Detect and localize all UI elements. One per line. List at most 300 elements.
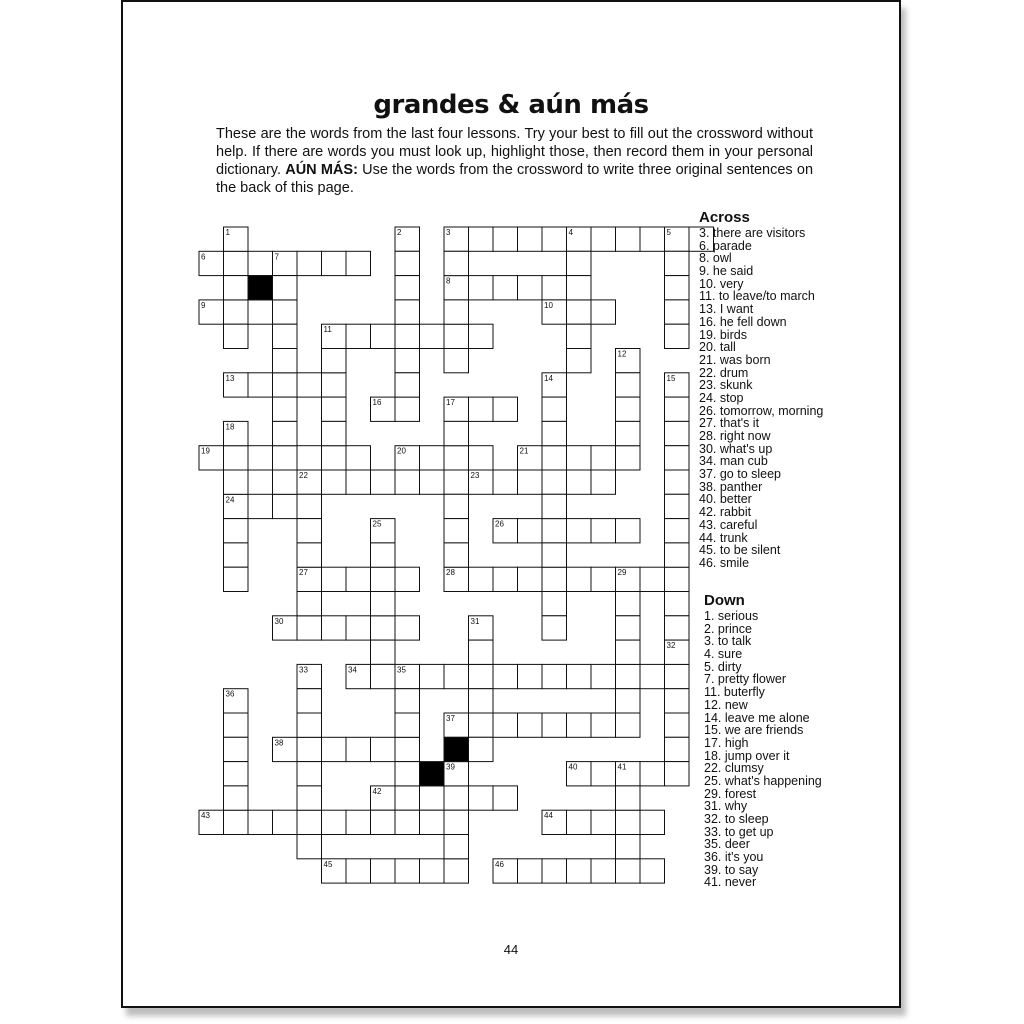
crossword-cell[interactable]	[346, 810, 371, 834]
crossword-cell[interactable]	[665, 737, 690, 761]
crossword-clue-number: 46	[495, 859, 504, 869]
crossword-cell[interactable]	[224, 737, 249, 761]
crossword-cell[interactable]	[395, 251, 420, 275]
crossword-cell[interactable]	[591, 300, 616, 324]
down-clue-list	[704, 610, 822, 889]
crossword-cell[interactable]	[444, 300, 469, 324]
crossword-cell[interactable]	[567, 324, 592, 348]
crossword-cell[interactable]	[542, 616, 567, 640]
crossword-cell[interactable]	[395, 786, 420, 810]
crossword-clue-number: 6	[201, 252, 206, 262]
crossword-cell[interactable]	[395, 324, 420, 348]
crossword-cell[interactable]	[444, 494, 469, 518]
crossword-cell[interactable]	[616, 616, 641, 640]
crossword-cell[interactable]	[224, 567, 249, 591]
across-clue: 23. skunk	[699, 378, 753, 393]
across-clue: 37. go to sleep	[699, 467, 782, 482]
crossword-clue-number: 41	[617, 762, 627, 772]
across-clue: 21. was born	[699, 352, 771, 367]
down-clue: 41. never	[704, 875, 757, 890]
crossword-cell[interactable]	[371, 470, 396, 494]
crossword-cell[interactable]	[273, 494, 298, 518]
crossword-cell[interactable]	[567, 446, 592, 470]
crossword-cell[interactable]	[665, 616, 690, 640]
crossword-cell[interactable]	[469, 689, 494, 713]
crossword-clue-number: 22	[299, 471, 308, 480]
crossword-cell[interactable]	[444, 470, 469, 494]
crossword-cell[interactable]	[444, 810, 469, 834]
crossword-cell[interactable]	[346, 251, 371, 275]
down-clue: 36. it's you	[704, 850, 764, 865]
down-clue: 15. we are friends	[704, 723, 804, 738]
crossword-cell[interactable]	[493, 664, 518, 688]
crossword-cell[interactable]	[371, 737, 396, 761]
crossword-cell[interactable]	[665, 324, 690, 348]
crossword-cell[interactable]	[665, 664, 690, 688]
down-clue: 2. prince	[704, 621, 752, 636]
crossword-cell[interactable]	[273, 810, 298, 834]
crossword-cell[interactable]	[297, 835, 322, 859]
crossword-clue-number: 33	[299, 665, 308, 675]
crossword-cell[interactable]	[518, 859, 543, 883]
crossword-cell[interactable]	[346, 324, 371, 348]
crossword-cell[interactable]	[420, 324, 445, 348]
crossword-cell[interactable]	[469, 640, 494, 664]
crossword-black-cell	[420, 762, 445, 786]
crossword-cell[interactable]	[395, 349, 420, 373]
crossword-cell[interactable]	[224, 713, 249, 737]
crossword-cell[interactable]	[371, 664, 396, 688]
crossword-black-cell	[444, 737, 469, 761]
crossword-cell[interactable]	[542, 859, 567, 883]
crossword-cell[interactable]	[469, 567, 494, 591]
crossword-cell[interactable]	[493, 786, 518, 810]
crossword-cell[interactable]	[273, 446, 298, 470]
crossword-clue-number: 38	[274, 738, 284, 748]
crossword-clue-number: 29	[617, 568, 627, 578]
crossword-cell[interactable]	[420, 664, 445, 688]
crossword-cell[interactable]	[224, 786, 249, 810]
crossword-cell[interactable]	[567, 519, 592, 543]
across-clue: 27. that's it	[699, 416, 760, 431]
crossword-cell[interactable]	[665, 713, 690, 737]
crossword-cell[interactable]	[567, 810, 592, 834]
crossword-cell[interactable]	[273, 397, 298, 421]
crossword-cell[interactable]	[297, 786, 322, 810]
crossword-cell[interactable]	[371, 616, 396, 640]
crossword-cell[interactable]	[591, 859, 616, 883]
crossword-cell[interactable]	[542, 543, 567, 567]
across-heading: Across	[699, 209, 750, 226]
crossword-clue-number: 45	[323, 859, 333, 869]
across-clue: 8. owl	[699, 251, 732, 266]
crossword-clue-number: 14	[544, 373, 553, 383]
crossword-cell[interactable]	[420, 810, 445, 834]
crossword-cell[interactable]	[371, 592, 396, 616]
crossword-cell[interactable]	[591, 713, 616, 737]
crossword-cell[interactable]	[665, 689, 690, 713]
crossword-cell[interactable]	[395, 859, 420, 883]
crossword-cell[interactable]	[297, 616, 322, 640]
crossword-cell[interactable]	[444, 446, 469, 470]
down-clue: 31. why	[704, 799, 748, 814]
crossword-cell[interactable]	[493, 397, 518, 421]
crossword-cell[interactable]	[395, 567, 420, 591]
crossword-cell[interactable]	[346, 470, 371, 494]
crossword-clue-number: 1	[225, 228, 230, 237]
across-clue: 26. tomorrow, morning	[699, 403, 824, 418]
crossword-cell[interactable]	[640, 859, 665, 883]
crossword-cell[interactable]	[224, 300, 249, 324]
across-clue: 10. very	[699, 276, 744, 291]
crossword-cell[interactable]	[297, 519, 322, 543]
down-clue: 1. serious	[704, 609, 759, 623]
crossword-cell[interactable]	[297, 713, 322, 737]
crossword-cell[interactable]	[469, 324, 494, 348]
crossword-cell[interactable]	[665, 762, 690, 786]
crossword-clue-number: 12	[617, 349, 627, 359]
crossword-cell[interactable]	[444, 251, 469, 275]
crossword-cell[interactable]	[395, 373, 420, 397]
crossword-cell[interactable]	[591, 567, 616, 591]
crossword-cell[interactable]	[322, 421, 347, 445]
instructions-text-2: Use the words from the crossword to write three original sentences on the back of this page.	[216, 162, 814, 196]
crossword-cell[interactable]	[371, 567, 396, 591]
crossword-clue-number: 43	[201, 811, 210, 821]
crossword-cell[interactable]	[444, 786, 469, 810]
crossword-cell[interactable]	[518, 664, 543, 688]
crossword-cell[interactable]	[395, 713, 420, 737]
crossword-cell[interactable]	[346, 446, 371, 470]
crossword-cell[interactable]	[567, 713, 592, 737]
crossword-cell[interactable]	[518, 567, 543, 591]
worksheet-page	[121, 0, 901, 1008]
crossword-cell[interactable]	[665, 446, 690, 470]
crossword-cell[interactable]	[616, 227, 641, 251]
crossword-clue-number: 15	[666, 373, 676, 383]
down-clue: 39. to say	[704, 862, 759, 877]
crossword-cell[interactable]	[297, 373, 322, 397]
crossword-cell[interactable]	[542, 664, 567, 688]
crossword-cell[interactable]	[297, 494, 322, 518]
crossword-cell[interactable]	[591, 519, 616, 543]
crossword-cell[interactable]	[665, 251, 690, 275]
crossword-cell[interactable]	[616, 397, 641, 421]
crossword-clue-number: 3	[446, 228, 451, 237]
crossword-cell[interactable]	[616, 592, 641, 616]
crossword-cell[interactable]	[518, 227, 543, 251]
crossword-cell[interactable]	[224, 519, 249, 543]
crossword-cell[interactable]	[224, 762, 249, 786]
crossword-cell[interactable]	[616, 786, 641, 810]
crossword-cell[interactable]	[395, 300, 420, 324]
crossword-cell[interactable]	[248, 494, 273, 518]
crossword-clue-number: 20	[397, 446, 406, 456]
crossword-cell[interactable]	[469, 227, 494, 251]
crossword-clue-number: 28	[446, 568, 455, 578]
across-clue: 20. tall	[699, 340, 736, 355]
crossword-cell[interactable]	[493, 567, 518, 591]
crossword-cell[interactable]	[616, 689, 641, 713]
crossword-cell[interactable]	[469, 276, 494, 300]
crossword-cell[interactable]	[616, 519, 641, 543]
crossword-cell[interactable]	[444, 543, 469, 567]
crossword-cell[interactable]	[567, 664, 592, 688]
across-clue: 22. drum	[699, 365, 749, 380]
crossword-cell[interactable]	[297, 543, 322, 567]
crossword-cell[interactable]	[591, 664, 616, 688]
crossword-cell[interactable]	[616, 859, 641, 883]
down-clue: 33. to get up	[704, 824, 774, 839]
crossword-cell[interactable]	[665, 494, 690, 518]
crossword-cell[interactable]	[444, 835, 469, 859]
crossword-cell[interactable]	[665, 519, 690, 543]
crossword-cell[interactable]	[542, 567, 567, 591]
crossword-cell[interactable]	[493, 713, 518, 737]
down-clue: 29. forest	[704, 786, 757, 801]
crossword-cell[interactable]	[665, 543, 690, 567]
crossword-clue-number: 19	[201, 446, 210, 456]
crossword-cell[interactable]	[616, 810, 641, 834]
crossword-cell[interactable]	[273, 421, 298, 445]
crossword-cell[interactable]	[542, 592, 567, 616]
crossword-cell[interactable]	[640, 762, 665, 786]
crossword-cell[interactable]	[273, 349, 298, 373]
crossword-cell[interactable]	[395, 689, 420, 713]
crossword-cell[interactable]	[322, 470, 347, 494]
crossword-cell[interactable]	[444, 349, 469, 373]
across-clue: 11. to leave/to march	[699, 289, 815, 304]
crossword-cell[interactable]	[297, 737, 322, 761]
crossword-cell[interactable]	[493, 470, 518, 494]
crossword-cell[interactable]	[322, 373, 347, 397]
crossword-cell[interactable]	[420, 446, 445, 470]
crossword-cell[interactable]	[322, 616, 347, 640]
down-heading: Down	[704, 592, 745, 609]
crossword-clue-number: 13	[225, 373, 235, 383]
across-clue: 16. he fell down	[699, 314, 787, 329]
crossword-cell[interactable]	[665, 421, 690, 445]
crossword-cell[interactable]	[542, 446, 567, 470]
crossword-cell[interactable]	[616, 373, 641, 397]
down-clue: 14. leave me alone	[704, 710, 810, 725]
crossword-cell[interactable]	[395, 616, 420, 640]
crossword-cell[interactable]	[640, 664, 665, 688]
crossword-cell[interactable]	[444, 324, 469, 348]
instructions-bold: AÚN MÁS:	[285, 162, 358, 178]
crossword-clue-number: 35	[397, 665, 406, 675]
across-clue: 9. he said	[699, 264, 754, 279]
crossword-cell[interactable]	[567, 567, 592, 591]
crossword-cell[interactable]	[346, 859, 371, 883]
crossword-cell[interactable]	[591, 470, 616, 494]
crossword-cell[interactable]	[567, 251, 592, 275]
crossword-cell[interactable]	[665, 592, 690, 616]
crossword-cell[interactable]	[518, 519, 543, 543]
crossword-cell[interactable]	[518, 713, 543, 737]
crossword-cell[interactable]	[420, 470, 445, 494]
crossword-cell[interactable]	[273, 276, 298, 300]
down-clue: 7. pretty flower	[704, 672, 786, 687]
across-clue: 40. better	[699, 492, 752, 507]
crossword-cell[interactable]	[248, 446, 273, 470]
crossword-cell[interactable]	[224, 251, 249, 275]
crossword-cell[interactable]	[273, 470, 298, 494]
across-clue: 46. smile	[699, 555, 750, 570]
crossword-cell[interactable]	[616, 446, 641, 470]
crossword-cell[interactable]	[616, 664, 641, 688]
crossword-cell[interactable]	[518, 470, 543, 494]
crossword-cell[interactable]	[542, 519, 567, 543]
crossword-cell[interactable]	[322, 737, 347, 761]
crossword-cell[interactable]	[518, 276, 543, 300]
crossword-cell[interactable]	[273, 373, 298, 397]
crossword-cell[interactable]	[591, 810, 616, 834]
crossword-cell[interactable]	[640, 567, 665, 591]
crossword-cell[interactable]	[248, 300, 273, 324]
crossword-cell[interactable]	[395, 762, 420, 786]
crossword-cell[interactable]	[395, 470, 420, 494]
crossword-cell[interactable]	[371, 859, 396, 883]
crossword-cell[interactable]	[493, 227, 518, 251]
crossword-cell[interactable]	[542, 276, 567, 300]
crossword-cell[interactable]	[469, 664, 494, 688]
crossword-cell[interactable]	[469, 737, 494, 761]
crossword-cell[interactable]	[542, 421, 567, 445]
crossword-cell[interactable]	[273, 324, 298, 348]
crossword-cell[interactable]	[444, 859, 469, 883]
crossword-cell[interactable]	[224, 470, 249, 494]
crossword-cell[interactable]	[567, 470, 592, 494]
instructions-text-1: These are the words from the last four lessons. Try your best to fill out the crossword without help. If there are words you must look up, highlight those, then record them in your personal dictionary.	[216, 126, 813, 178]
crossword-clue-number: 23	[470, 471, 480, 480]
crossword-cell[interactable]	[469, 786, 494, 810]
crossword-cell[interactable]	[420, 859, 445, 883]
crossword-cell[interactable]	[224, 446, 249, 470]
crossword-cell[interactable]	[346, 737, 371, 761]
crossword-cell[interactable]	[273, 300, 298, 324]
crossword-cell[interactable]	[591, 762, 616, 786]
crossword-clue-number: 40	[568, 762, 578, 772]
crossword-cell[interactable]	[395, 276, 420, 300]
crossword-clue-number: 17	[446, 398, 455, 408]
crossword-clue-number: 24	[225, 495, 235, 505]
crossword-cell[interactable]	[665, 300, 690, 324]
crossword-cell[interactable]	[371, 810, 396, 834]
across-clue: 42. rabbit	[699, 505, 752, 520]
crossword-cell[interactable]	[567, 349, 592, 373]
crossword-cell[interactable]	[469, 397, 494, 421]
crossword-cell[interactable]	[420, 786, 445, 810]
crossword-cell[interactable]	[616, 713, 641, 737]
crossword-cell[interactable]	[322, 397, 347, 421]
crossword-cell[interactable]	[297, 592, 322, 616]
crossword-black-cell	[248, 276, 273, 300]
crossword-clue-number: 42	[372, 786, 382, 796]
crossword-cell[interactable]	[224, 810, 249, 834]
crossword-cell[interactable]	[224, 276, 249, 300]
crossword-cell[interactable]	[322, 349, 347, 373]
down-clue: 35. deer	[704, 837, 750, 852]
crossword-clue-number: 30	[274, 616, 284, 626]
crossword-cell[interactable]	[591, 227, 616, 251]
down-clue: 22. clumsy	[704, 761, 764, 776]
crossword-cell[interactable]	[322, 446, 347, 470]
crossword-cell[interactable]	[395, 737, 420, 761]
crossword-cell[interactable]	[665, 276, 690, 300]
crossword-cell[interactable]	[542, 494, 567, 518]
crossword-cell[interactable]	[469, 713, 494, 737]
crossword-cell[interactable]	[542, 397, 567, 421]
crossword-cell[interactable]	[665, 470, 690, 494]
crossword-cell[interactable]	[542, 470, 567, 494]
crossword-cell[interactable]	[616, 835, 641, 859]
crossword-cell[interactable]	[346, 567, 371, 591]
crossword-cell[interactable]	[567, 300, 592, 324]
crossword-cell[interactable]	[665, 397, 690, 421]
crossword-clue-number: 34	[348, 665, 357, 675]
crossword-cell[interactable]	[297, 810, 322, 834]
crossword-cell[interactable]	[469, 446, 494, 470]
crossword-cell[interactable]	[444, 421, 469, 445]
crossword-cell[interactable]	[224, 324, 249, 348]
crossword-clue-number: 11	[323, 325, 332, 335]
crossword-cell[interactable]	[297, 689, 322, 713]
crossword-cell[interactable]	[297, 251, 322, 275]
crossword-cell[interactable]	[493, 276, 518, 300]
crossword-cell[interactable]	[297, 446, 322, 470]
crossword-cell[interactable]	[322, 810, 347, 834]
across-clue-list	[699, 227, 823, 570]
crossword-cell[interactable]	[444, 519, 469, 543]
crossword-clue-number: 27	[299, 568, 308, 578]
across-clue: 19. birds	[699, 327, 747, 342]
crossword-cell[interactable]	[542, 227, 567, 251]
crossword-cell[interactable]	[567, 276, 592, 300]
crossword-cell[interactable]	[248, 810, 273, 834]
crossword-cell[interactable]	[542, 713, 567, 737]
crossword-cell[interactable]	[395, 810, 420, 834]
crossword-cell[interactable]	[616, 640, 641, 664]
crossword-cell[interactable]	[395, 397, 420, 421]
crossword-cell[interactable]	[640, 227, 665, 251]
crossword-cell[interactable]	[371, 324, 396, 348]
across-clue: 43. careful	[699, 517, 758, 532]
crossword-cell[interactable]	[322, 567, 347, 591]
crossword-cell[interactable]	[248, 251, 273, 275]
crossword-cell[interactable]	[616, 421, 641, 445]
crossword-cell[interactable]	[371, 640, 396, 664]
crossword-cell[interactable]	[567, 859, 592, 883]
down-clue: 17. high	[704, 735, 749, 750]
crossword-clue-number: 36	[225, 689, 235, 699]
crossword-clue-number: 25	[372, 519, 382, 529]
crossword-cell[interactable]	[444, 664, 469, 688]
crossword-cell[interactable]	[346, 616, 371, 640]
crossword-cell[interactable]	[322, 251, 347, 275]
down-clue: 12. new	[704, 697, 748, 712]
crossword-cell[interactable]	[591, 446, 616, 470]
crossword-cell[interactable]	[371, 543, 396, 567]
down-clue: 18. jump over it	[704, 748, 790, 763]
crossword-cell[interactable]	[665, 567, 690, 591]
crossword-cell[interactable]	[640, 810, 665, 834]
crossword-cell[interactable]	[224, 543, 249, 567]
crossword-cell[interactable]	[297, 762, 322, 786]
down-clue: 32. to sleep	[704, 812, 769, 826]
crossword-cell[interactable]	[248, 373, 273, 397]
crossword-clue-number: 5	[666, 228, 671, 237]
